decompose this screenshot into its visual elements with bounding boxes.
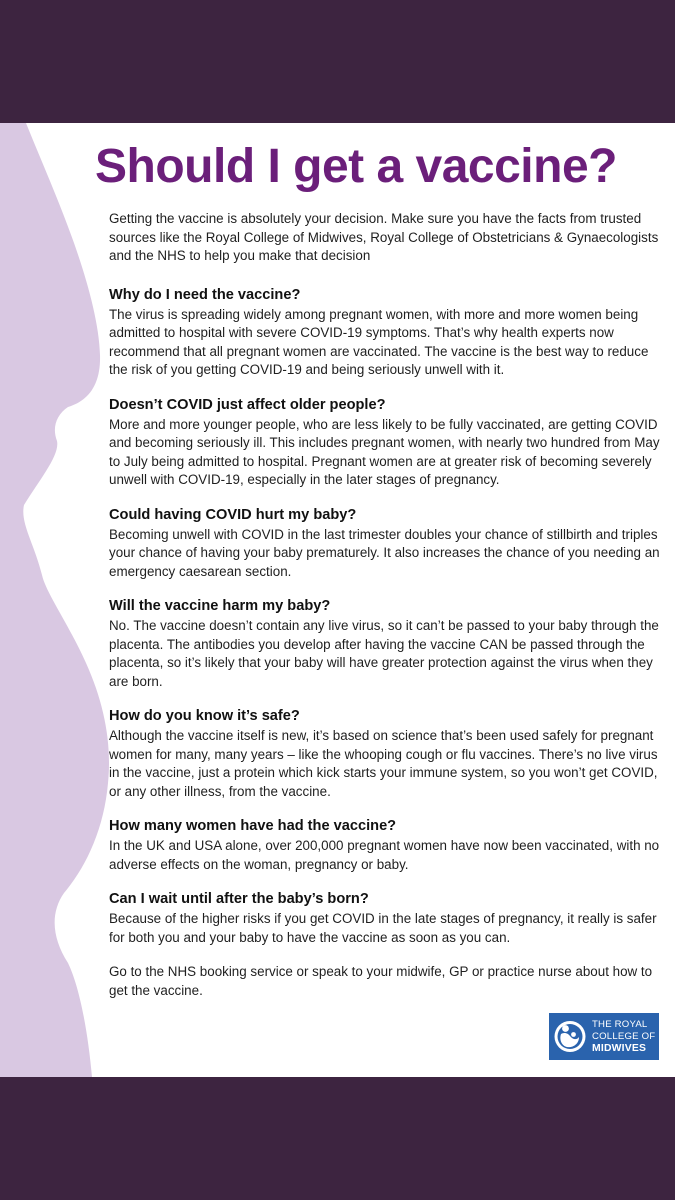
faq-section-safety bbox=[109, 707, 661, 801]
bottom-band bbox=[0, 1077, 675, 1200]
section-heading: Doesn’t COVID just affect older people? bbox=[109, 396, 386, 413]
section-heading: Could having COVID hurt my baby? bbox=[109, 506, 357, 523]
section-body: Becoming unwell with COVID in the last trimester doubles your chance of stillbirth and triples your chance of having your baby prematurely. It also increases the chance of you needing an emergency caesarean section. bbox=[109, 526, 660, 579]
section-body: Although the vaccine itself is new, it’s based on science that’s been used safely for pregnant women for many, many years – like the whooping cough or flu vaccines. There’s no live virus in the vaccine, just a protein which kick starts your immune system, so you won’t get COVID, or any other illness, from the vaccine. bbox=[109, 728, 658, 799]
logo-line: MIDWIVES bbox=[592, 1042, 647, 1054]
faq-section-wait bbox=[109, 890, 661, 947]
article-body bbox=[109, 210, 661, 1000]
section-heading: Why do I need the vaccine? bbox=[109, 286, 301, 303]
section-body: The virus is spreading widely among pregnant women, with more and more women being admitted to hospital with severe COVID-19 symptoms. That’s why health experts now recommend that all pregnant women are vaccinated. The vaccine is the best way to reduce the risk of you getting COVID-19 and being seriously unwell with it. bbox=[109, 306, 649, 377]
logo-wordmark bbox=[591, 1019, 655, 1055]
closing-paragraph: Go to the NHS booking service or speak to your midwife, GP or practice nurse about how to get the vaccine. bbox=[109, 964, 653, 998]
page-title: Should I get a vaccine? bbox=[95, 140, 617, 193]
faq-section-need-vaccine bbox=[109, 286, 661, 380]
section-heading: How do you know it’s safe? bbox=[109, 708, 300, 724]
intro-paragraph: Getting the vaccine is absolutely your decision. Make sure you have the facts from trusted sources like the Royal College of Midwives, Royal College of Obstetricians & Gynaecologists and the NHS to help you make that decision bbox=[109, 211, 659, 263]
poster bbox=[0, 123, 675, 1077]
section-heading: How many women have had the vaccine? bbox=[109, 818, 397, 834]
top-band bbox=[0, 0, 675, 123]
section-body: Because of the higher risks if you get COVID in the late stages of pregnancy, it really is safer for both you and your baby to have the vaccine as soon as you can. bbox=[109, 911, 657, 945]
section-body: More and more younger people, who are less likely to be fully vaccinated, are getting COVID and becoming seriously ill. This includes pregnant women, with nearly two hundred from May to July being admitted to hospital. Pregnant women are at greater risk of becoming severely unwell with COVID-19, especially in the later stages of pregnancy. bbox=[109, 416, 660, 487]
pregnant-woman-silhouette-icon bbox=[0, 123, 120, 1077]
rcm-logo bbox=[549, 1013, 659, 1060]
logo-line: THE ROYAL bbox=[592, 1018, 648, 1030]
faq-section-how-many bbox=[109, 817, 661, 874]
faq-section-vaccine-harm bbox=[109, 597, 661, 691]
section-heading: Can I wait until after the baby’s born? bbox=[109, 891, 369, 907]
faq-section-older-people bbox=[109, 396, 661, 490]
section-heading: Will the vaccine harm my baby? bbox=[109, 598, 331, 614]
logo-line: COLLEGE OF bbox=[592, 1030, 656, 1042]
section-body: No. The vaccine doesn’t contain any live virus, so it can’t be passed to your baby through the placenta. The antibodies you develop after having the vaccine CAN be passed through the placenta, so it’s likely that your baby will have greater protection against the virus when they are born. bbox=[109, 618, 659, 689]
faq-section-hurt-baby bbox=[109, 506, 661, 582]
mother-and-baby-icon bbox=[549, 1013, 591, 1060]
section-body: In the UK and USA alone, over 200,000 pregnant women have now been vaccinated, with no adverse effects on the woman, pregnancy or baby. bbox=[109, 838, 660, 872]
